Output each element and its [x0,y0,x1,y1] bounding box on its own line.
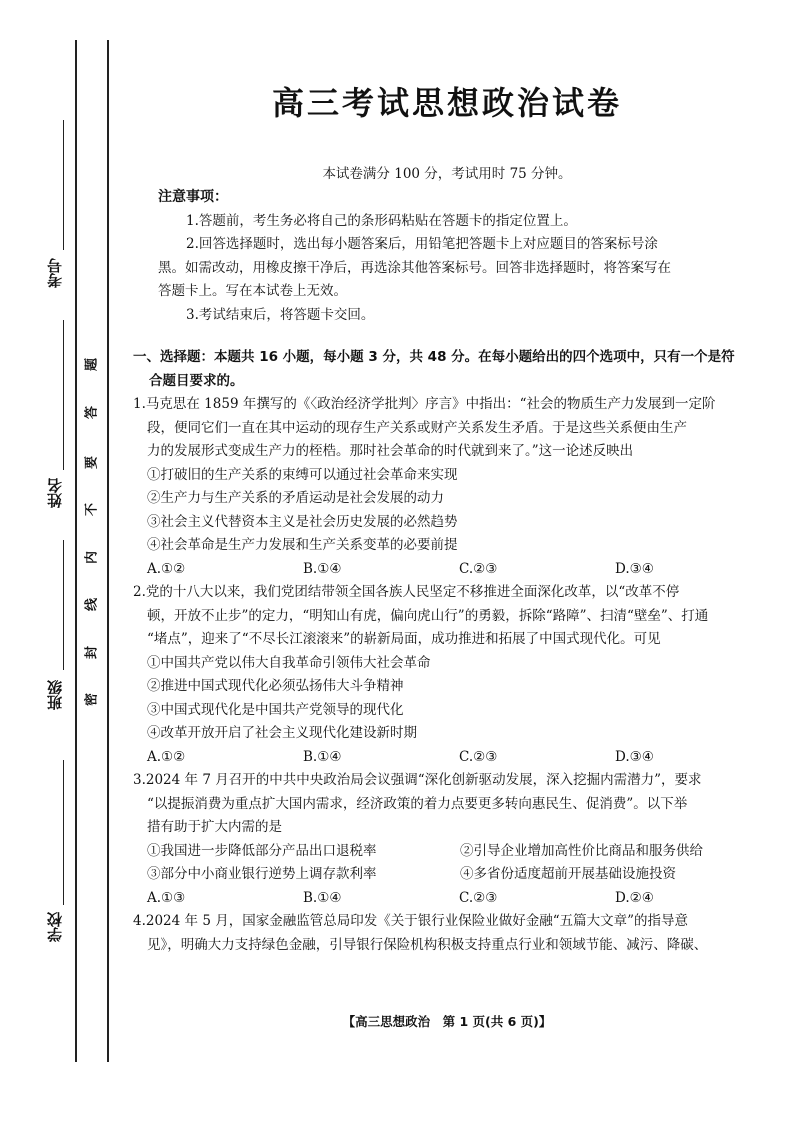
answer-choices [133,746,773,770]
question-1 [133,393,773,581]
notice-block [158,186,758,327]
name-label: 姓名 [46,478,64,508]
statement-item: ③中国式现代化是中国共产党领导的现代化 [147,701,404,718]
notice-item: 答题卡上。写在本试卷上无效。 [158,283,347,299]
choice-b: B.①④ [303,560,342,577]
name-fill-line [63,320,64,470]
section-heading: 一、选择题：本题共 16 小题，每小题 3 分，共 48 分。在每小题给出的四个选项中，只有一个是符 [133,349,735,365]
margin-border-right [107,40,109,1062]
seal-char-3: 要 [84,456,100,470]
question-stem-line: 措有助于扩大内需的是 [147,819,282,835]
question-stem-line: “堵点”，迎来了“不尽长江滚滚来”的崭新局面，成功推进和拓展了中国式现代化。可见 [147,631,661,647]
exam-subtitle: 本试卷满分 100 分，考试用时 75 分钟。 [322,166,572,182]
exam-number-label: 考号 [46,258,64,288]
choice-d: D.③④ [615,748,654,765]
statement-pair [133,840,773,864]
question-stem-line: 力的发展形式变成生产力的桎梏。那时社会革命的时代就到来了。”这一论述反映出 [147,443,634,459]
choice-c: C.②③ [459,889,498,906]
statement-pair [133,863,773,887]
page-footer: 【高三思想政治 第 1 页(共 6 页)】 [342,1014,552,1029]
statement-item: ④改革开放开启了社会主义现代化建设新时期 [147,725,417,741]
statement-item: ④多省份适度超前开展基础设施投资 [460,866,676,882]
question-stem-line: 4.2024 年 5 月，国家金融监管总局印发《关于银行业保险业做好金融“五篇大文章”的指导意 [133,913,689,929]
question-stem-line: 见》，明确大力支持绿色金融，引导银行保险机构积极支持重点行业和领域节能、减污、降碳、 [147,936,708,953]
statement-item: ①中国共产党以伟大自我革命引领伟大社会革命 [147,654,431,671]
notice-item: 黑。如需改动，用橡皮擦干净后，再选涂其他答案标号。回答非选择题时，将答案写在 [158,259,671,276]
question-stem-line: 2.党的十八大以来，我们党团结带领全国各族人民坚定不移推进全面深化改革，以“改革不停 [133,584,680,600]
choice-b: B.①④ [303,889,342,906]
class-fill-line [63,540,64,670]
seal-char-4: 不 [84,503,100,517]
seal-char-2: 答 [84,406,100,420]
seal-char-8: 密 [84,693,100,707]
choice-b: B.①④ [303,748,342,765]
notice-item: 2.回答选择题时，选出每小题答案后，用铅笔把答题卡上对应题目的答案标号涂 [186,236,658,252]
statement-item: ②生产力与生产关系的矛盾运动是社会发展的动力 [147,490,444,506]
school-fill-line [63,760,64,905]
statement-item: ③社会主义代替资本主义是社会历史发展的必然趋势 [147,513,458,530]
seal-char-6: 线 [84,598,100,612]
seal-char-7: 封 [84,646,100,660]
page-title: 高三考试思想政治试卷 [271,84,622,122]
notice-item: 3.考试结束后，将答题卡交回。 [186,306,375,323]
choice-a: A.①② [147,748,186,765]
margin-border-left [75,40,77,1062]
question-4 [133,910,773,957]
school-label: 学校 [46,912,64,942]
question-stem-line: 3.2024 年 7 月召开的中共中央政治局会议强调“深化创新驱动发展，深入挖掘内需潜力”，要求 [133,772,702,788]
statement-item: ②推进中国式现代化必须弘扬伟大斗争精神 [147,678,404,694]
question-stem-line: 顿，开放不止步”的定力，“明知山有虎，偏向虎山行”的勇毅，拆除“路障”、扫清“壁垒”、打通 [147,607,709,624]
answer-choices [133,887,773,911]
notice-heading: 注意事项： [158,189,228,205]
answer-choices [133,558,773,582]
choice-d: D.③④ [615,560,654,577]
section-heading-cont: 合题目要求的。 [149,372,244,389]
question-stem-line: 1.马克思在 1859 年撰写的《〈政治经济学批判〉序言》中指出：“社会的物质生产力发展到一定阶 [133,396,716,412]
statement-item: ①我国进一步降低部分产品出口退税率 [147,842,377,859]
question-stem-line: “以提振消费为重点扩大国内需求，经济政策的着力点要更多转向惠民生、促消费”。以下举 [147,795,688,812]
exam-number-fill-line [63,120,64,250]
notice-item: 1.答题前，考生务必将自己的条形码粘贴在答题卡的指定位置上。 [186,212,577,229]
question-block [133,346,773,957]
seal-char-1: 题 [84,358,100,372]
choice-c: C.②③ [459,560,498,577]
question-2 [133,581,773,769]
choice-d: D.②④ [615,889,654,906]
question-stem-line: 段，便同它们一直在其中运动的现存生产关系或财产关系发生矛盾。于是这些关系便由生产 [147,419,687,436]
statement-item: ③部分中小商业银行逆势上调存款利率 [147,866,377,882]
choice-c: C.②③ [459,748,498,765]
statement-item: ④社会革命是生产力发展和生产关系变革的必要前提 [147,537,458,553]
choice-a: A.①② [147,560,186,577]
seal-char-5: 内 [84,551,100,565]
choice-a: A.①③ [147,889,186,906]
statement-item: ②引导企业增加高性价比商品和服务供给 [460,842,703,859]
statement-item: ①打破旧的生产关系的束缚可以通过社会革命来实现 [147,466,458,483]
question-3 [133,769,773,910]
class-label: 班级 [46,680,64,710]
